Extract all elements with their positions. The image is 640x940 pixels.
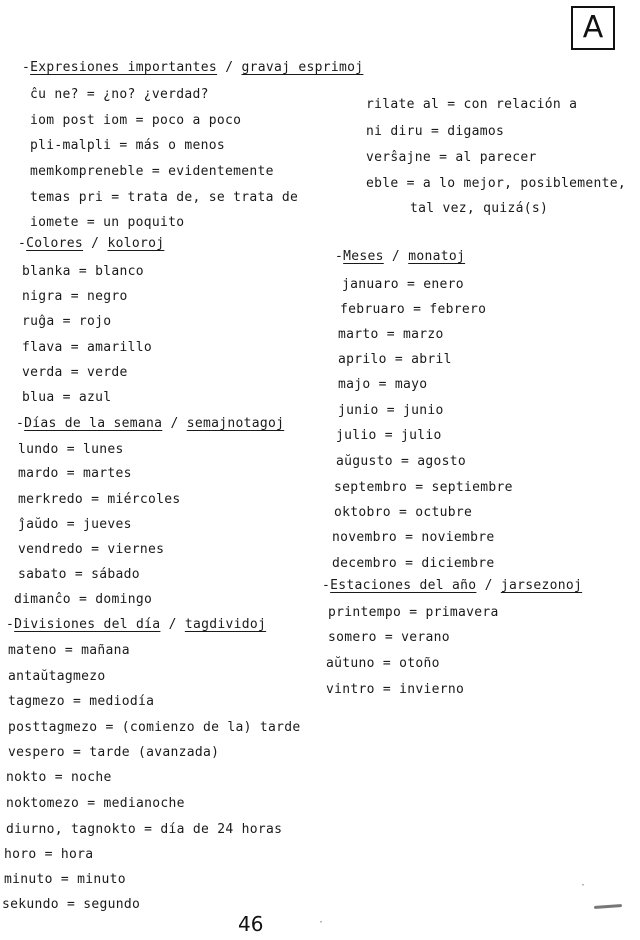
entry: julio = julio — [336, 428, 442, 443]
heading-es: Estaciones del año — [330, 578, 477, 593]
entry: vespero = tarde (avanzada) — [8, 745, 220, 760]
entry: septembro = septiembre — [334, 480, 513, 495]
heading-meses: -Meses / monatoj — [335, 249, 466, 264]
heading-divisiones: -Divisiones del día / tagdividoj — [6, 617, 267, 632]
entry: junio = junio — [338, 403, 444, 418]
entry: eble = a lo mejor, posiblemente, — [366, 176, 627, 191]
entry: rilate al = con relación a — [366, 97, 578, 112]
entry: noktomezo = medianoche — [6, 796, 185, 811]
entry: mardo = martes — [18, 466, 132, 481]
entry: horo = hora — [4, 847, 94, 862]
entry: novembro = noviembre — [332, 530, 495, 545]
page-number: 46 — [238, 912, 264, 936]
heading-colores: -Colores / koloroj — [18, 236, 165, 251]
heading-separator: / — [225, 60, 234, 75]
entry: antaŭtagmezo — [8, 669, 106, 684]
entry: temas pri = trata de, se trata de — [30, 190, 299, 205]
heading-separator: / — [484, 578, 493, 593]
entry: minuto = minuto — [4, 872, 126, 887]
entry: memkompreneble = evidentemente — [30, 164, 274, 179]
entry: ĉu ne? = ¿no? ¿verdad? — [30, 87, 209, 102]
heading-separator: / — [91, 236, 100, 251]
entry: vendredo = viernes — [18, 542, 165, 557]
entry: aprilo = abril — [338, 352, 452, 367]
entry: nokto = noche — [6, 770, 112, 785]
heading-es: Colores — [26, 236, 84, 251]
heading-eo: koloroj — [107, 236, 165, 251]
entry: blanka = blanco — [22, 264, 144, 279]
entry: ĵaŭdo = jueves — [18, 517, 132, 532]
entry: decembro = diciembre — [332, 556, 495, 571]
entry: lundo = lunes — [18, 442, 124, 457]
entry: februaro = febrero — [340, 302, 487, 317]
entry: verda = verde — [22, 365, 128, 380]
entry: tal vez, quizá(s) — [410, 201, 549, 216]
entry: nigra = negro — [22, 289, 128, 304]
speck-mark: · — [580, 880, 587, 891]
heading-es: Expresiones importantes — [30, 60, 218, 75]
entry: flava = amarillo — [22, 340, 153, 355]
entry: aŭtuno = otoño — [326, 656, 440, 671]
entry: iom post iom = poco a poco — [30, 113, 242, 128]
heading-es: Divisiones del día — [14, 617, 161, 632]
entry: sabato = sábado — [18, 567, 140, 582]
entry: ni diru = digamos — [366, 124, 505, 139]
heading-separator: / — [170, 416, 179, 431]
heading-expresiones: -Expresiones importantes / gravaj esprimoj — [22, 60, 364, 75]
entry: mateno = mañana — [8, 643, 130, 658]
heading-eo: tagdividoj — [184, 617, 267, 632]
entry: aŭgusto = agosto — [336, 454, 467, 469]
entry: pli-malpli = más o menos — [30, 138, 226, 153]
entry: posttagmezo = (comienzo de la) tarde — [8, 720, 301, 735]
entry: sekundo = segundo — [2, 897, 141, 912]
heading-es: Meses — [343, 249, 384, 264]
heading-eo: jarsezonoj — [500, 578, 583, 593]
heading-estaciones: -Estaciones del año / jarsezonoj — [322, 578, 583, 593]
entry: januaro = enero — [342, 277, 464, 292]
entry: majo = mayo — [338, 377, 428, 392]
heading-dias: -Días de la semana / semajnotagoj — [16, 416, 285, 431]
heading-eo: gravaj esprimoj — [241, 60, 364, 75]
entry: merkredo = miércoles — [18, 492, 181, 507]
entry: blua = azul — [22, 390, 112, 405]
entry: vintro = invierno — [326, 682, 465, 697]
entry: ruĝa = rojo — [22, 314, 112, 329]
entry: oktobro = octubre — [334, 505, 473, 520]
entry: printempo = primavera — [328, 605, 499, 620]
entry: tagmezo = mediodía — [8, 694, 155, 709]
entry: marto = marzo — [338, 327, 444, 342]
speck-mark: · — [318, 917, 325, 928]
heading-eo: semajnotagoj — [186, 416, 285, 431]
heading-es: Días de la semana — [24, 416, 163, 431]
pen-stroke-mark — [594, 904, 622, 909]
heading-separator: / — [391, 249, 401, 264]
heading-separator: / — [168, 617, 177, 632]
entry: dimanĉo = domingo — [14, 592, 153, 607]
section-badge: A — [571, 6, 615, 50]
entry: diurno, tagnokto = día de 24 horas — [6, 822, 283, 837]
entry: iomete = un poquito — [30, 215, 185, 230]
entry: somero = verano — [328, 630, 450, 645]
entry: verŝajne = al parecer — [366, 150, 537, 165]
heading-eo: monatoj — [408, 249, 466, 264]
